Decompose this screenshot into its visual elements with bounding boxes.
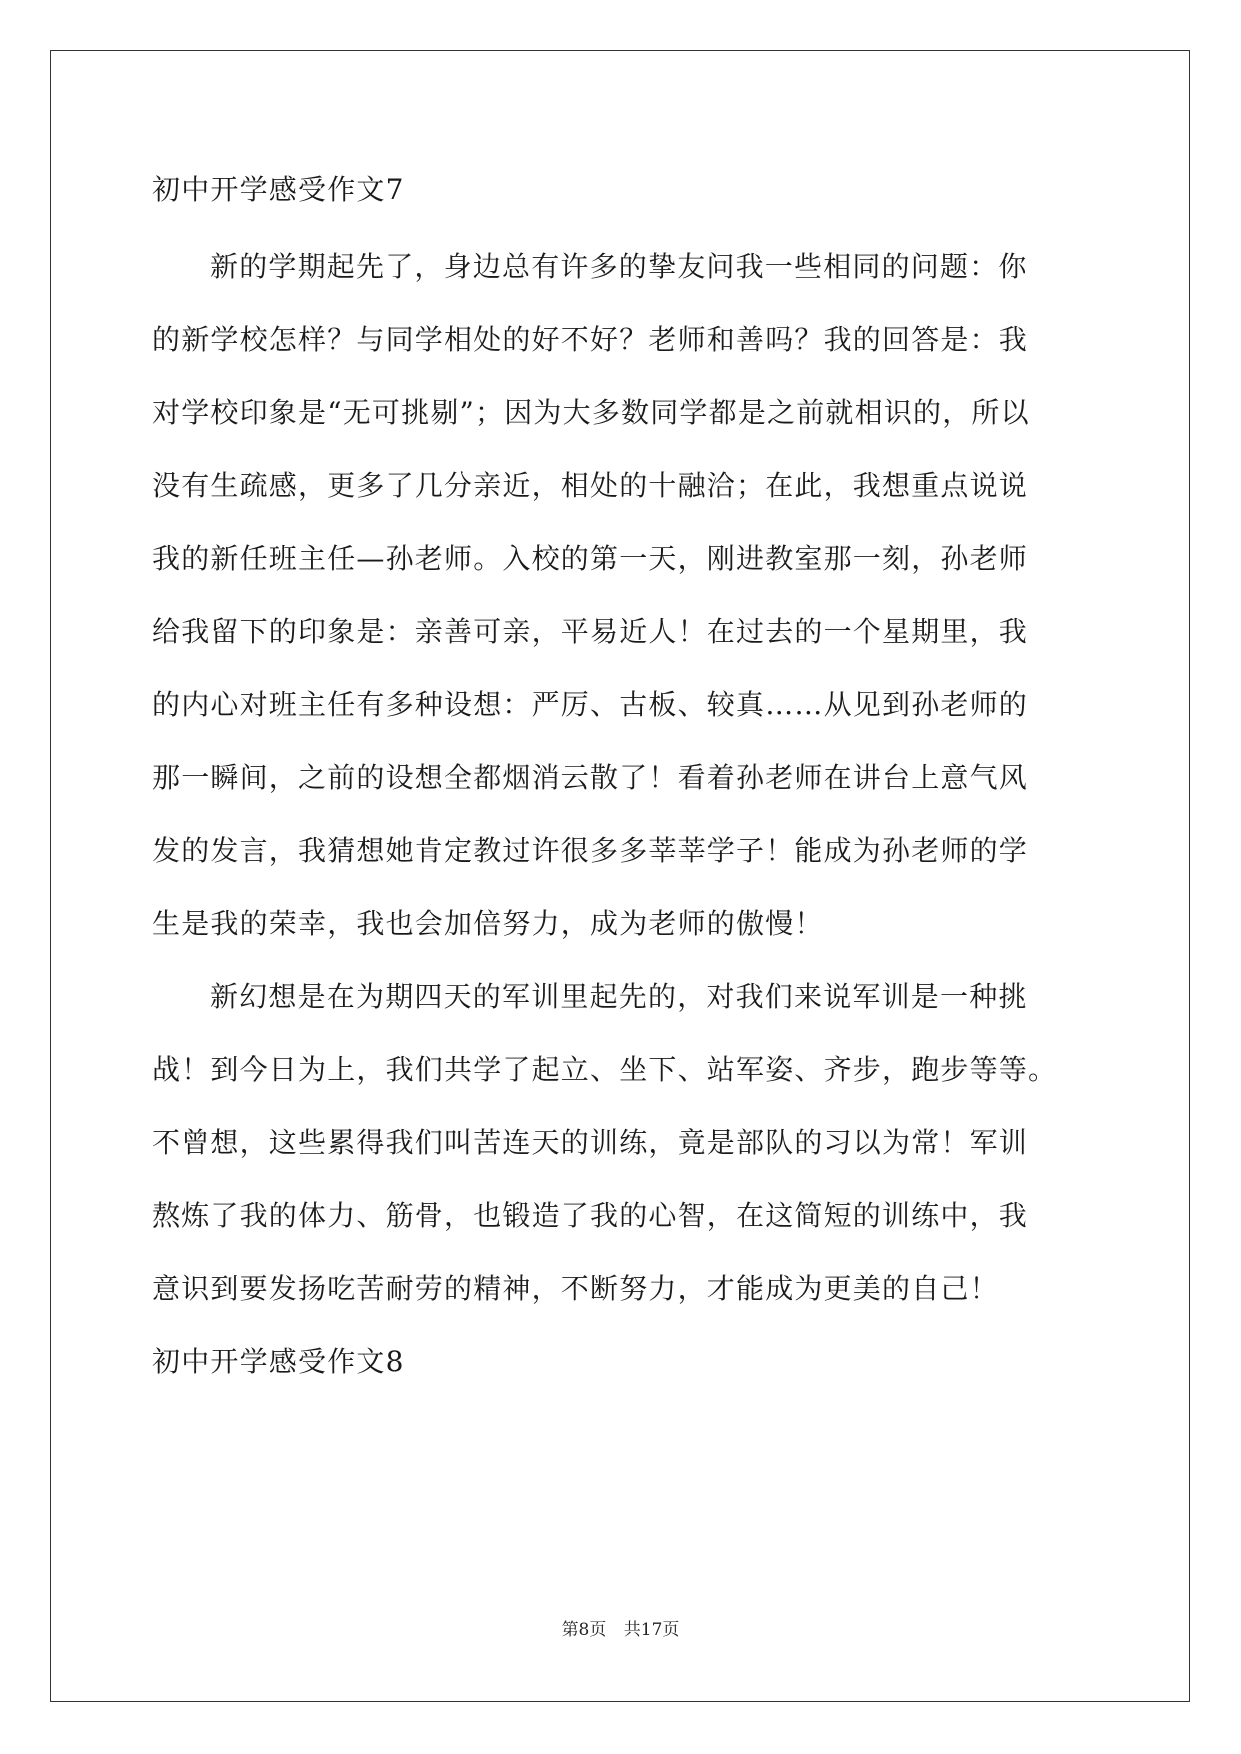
- paragraph-line: 那一瞬间，之前的设想全都烟消云散了！看着孙老师在讲台上意气风: [152, 761, 1029, 794]
- page-number: 第8页: [561, 1620, 607, 1640]
- paragraph-line: 生是我的荣幸，我也会加倍努力，成为老师的傲慢！: [152, 907, 824, 940]
- paragraph-line: 不曾想，这些累得我们叫苦连天的训练，竟是部队的习以为常！军训: [152, 1126, 1029, 1159]
- paragraph-line: 新幻想是在为期四天的军训里起先的，对我们来说军训是一种挑: [210, 980, 1028, 1013]
- paragraph-line: 熬炼了我的体力、筋骨，也锻造了我的心智，在这简短的训练中，我: [152, 1199, 1029, 1232]
- paragraph-line: 战！到今日为上，我们共学了起立、坐下、站军姿、齐步，跑步等等。: [152, 1053, 1058, 1086]
- section-heading: 初中开学感受作文7: [152, 173, 405, 206]
- page-border: [50, 50, 1190, 1702]
- paragraph-line: 发的发言，我猜想她肯定教过许很多多莘莘学子！能成为孙老师的学: [152, 834, 1029, 867]
- page-footer: [0, 1618, 1241, 1642]
- paragraph-line: 意识到要发扬吃苦耐劳的精神，不断努力，才能成为更美的自己！: [152, 1272, 999, 1305]
- paragraph-line: 的新学校怎样？与同学相处的好不好？老师和善吗？我的回答是：我: [152, 323, 1029, 356]
- paragraph-line: 对学校印象是“无可挑剔”；因为大多数同学都是之前就相识的，所以: [152, 396, 1030, 429]
- page-total: 共17页: [623, 1620, 680, 1640]
- paragraph-line: 我的新任班主任—孙老师。入校的第一天，刚进教室那一刻，孙老师: [152, 542, 1029, 575]
- paragraph-line: 没有生疏感，更多了几分亲近，相处的十融洽；在此，我想重点说说: [152, 469, 1029, 502]
- paragraph-line: 新的学期起先了，身边总有许多的挚友问我一些相同的问题：你: [210, 250, 1028, 283]
- paragraph-line: 的内心对班主任有多种设想：严厉、古板、较真……从见到孙老师的: [152, 688, 1029, 721]
- paragraph-line: 给我留下的印象是：亲善可亲，平易近人！在过去的一个星期里，我: [152, 615, 1029, 648]
- section-heading: 初中开学感受作文8: [152, 1345, 405, 1378]
